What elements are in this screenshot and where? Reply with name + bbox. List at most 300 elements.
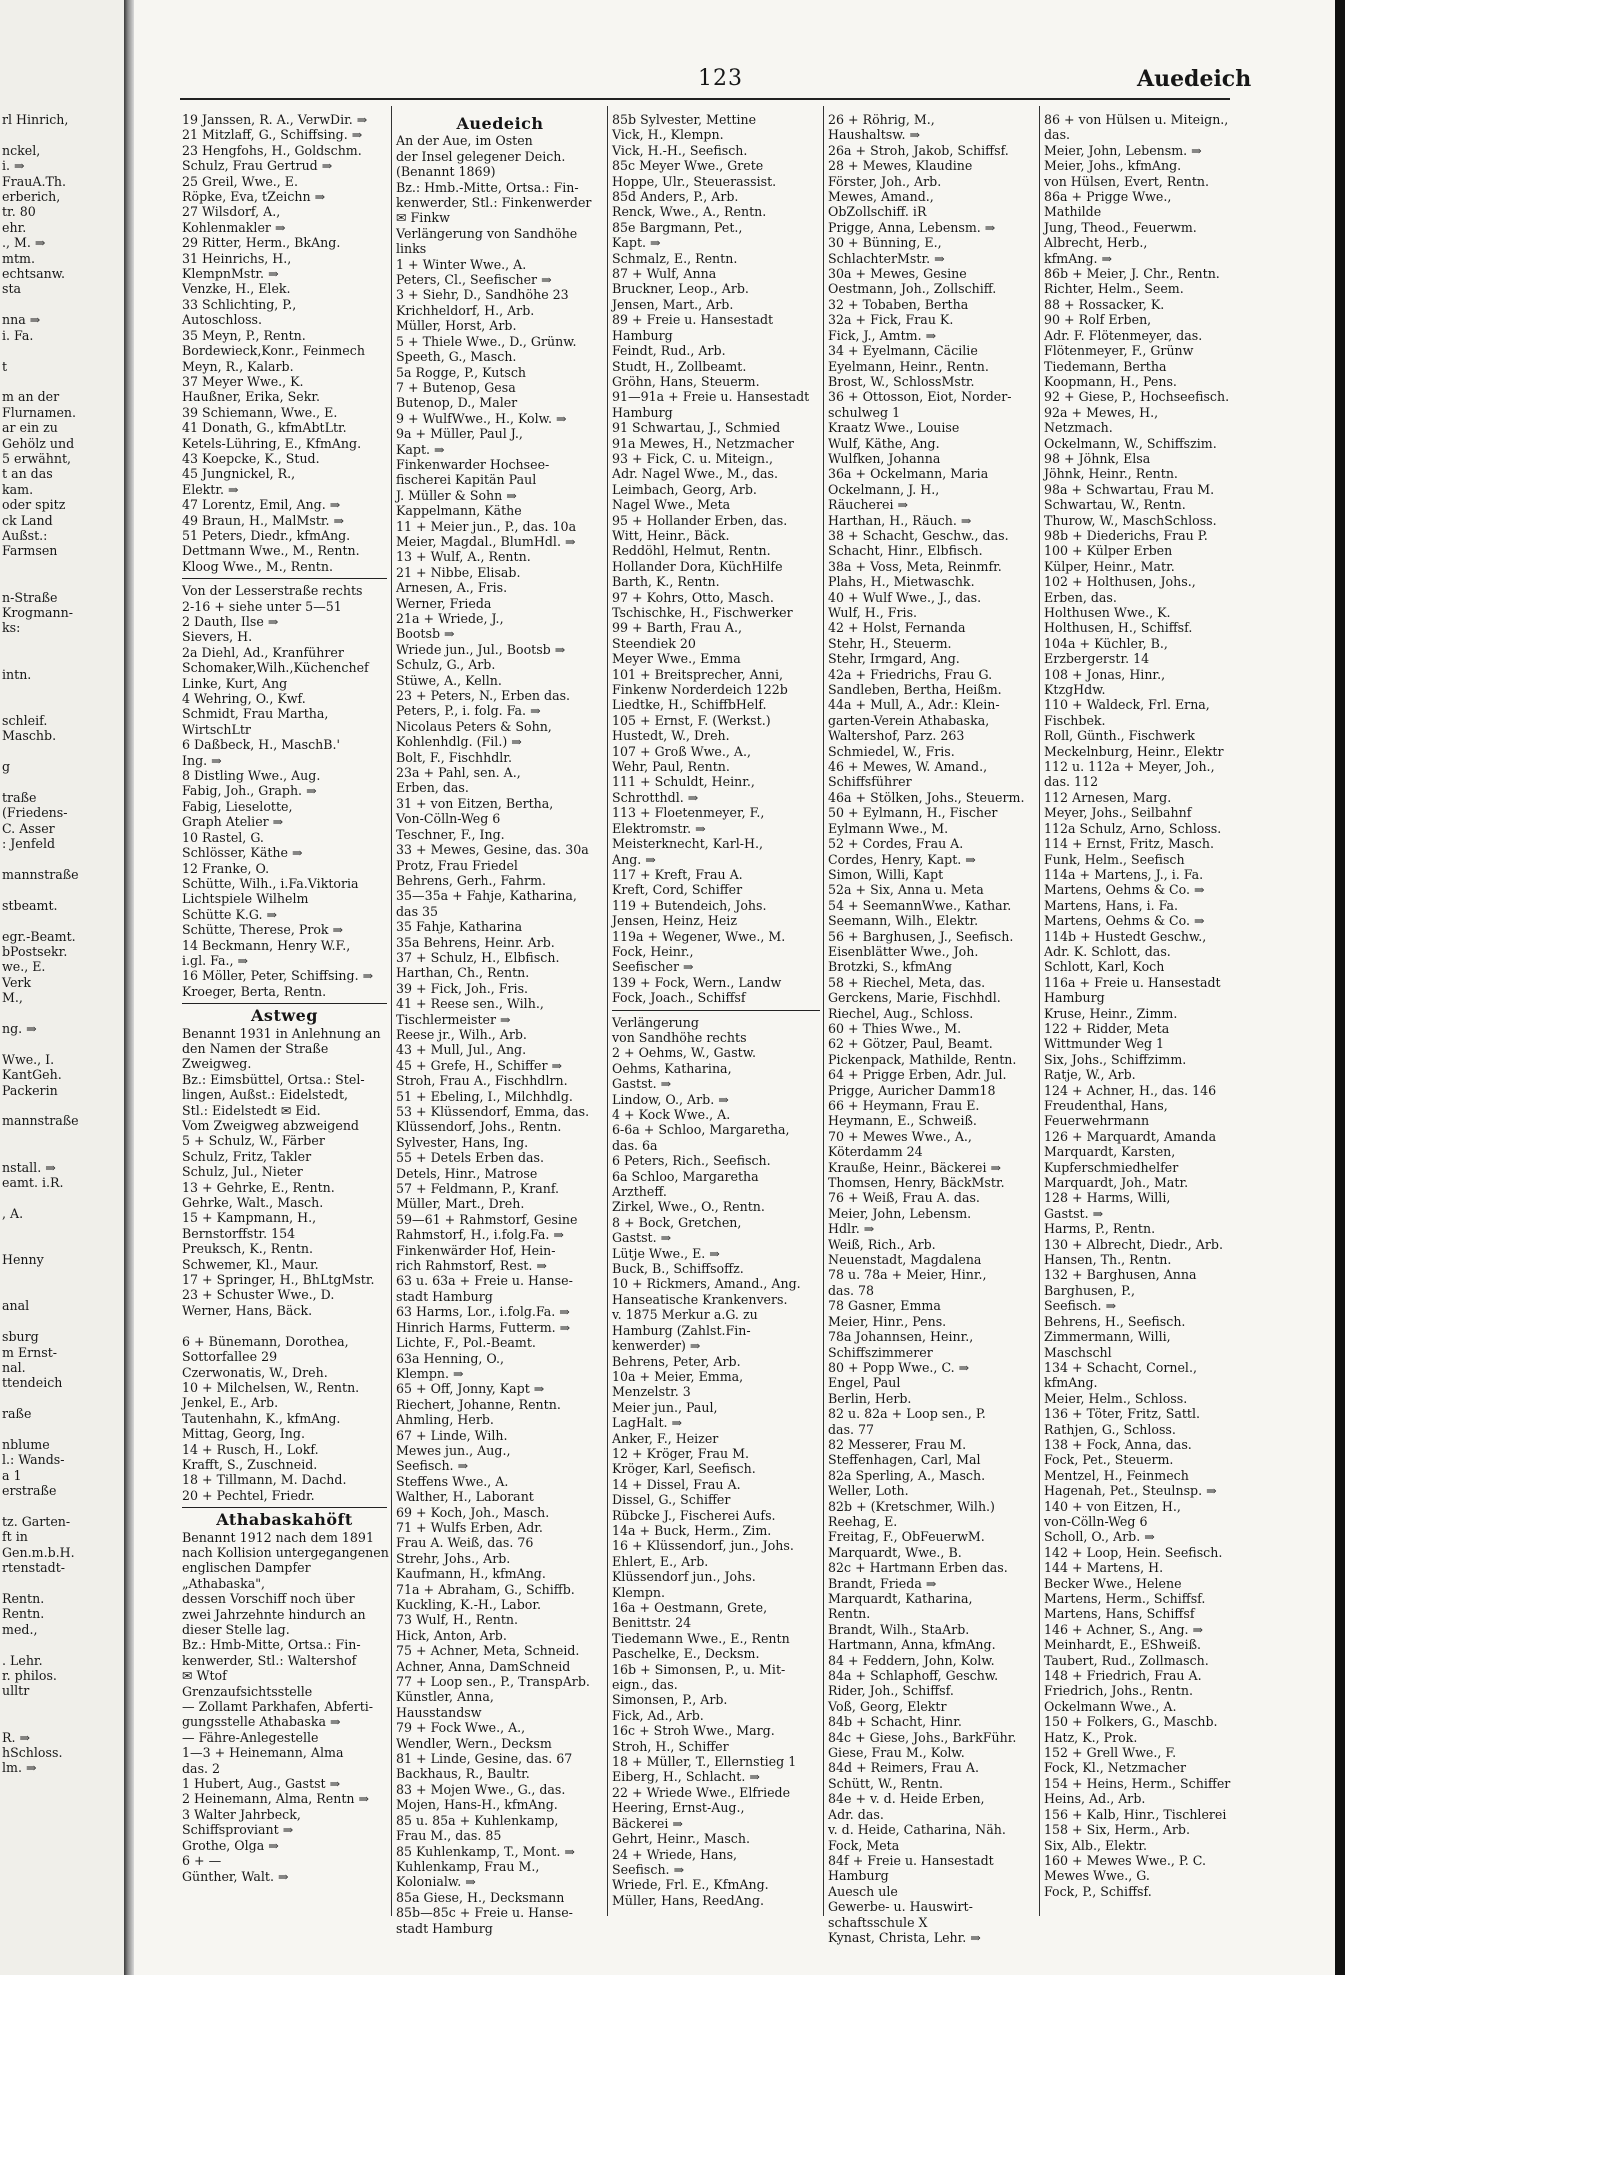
directory-entry: Hick, Anton, Arb. [396,1627,507,1643]
directory-entry: Schulz, Jul., Nieter [182,1164,303,1180]
directory-entry: 12 + Kröger, Frau M. [612,1445,750,1461]
directory-entry: 10 + Rickmers, Amand., Ang. [612,1276,801,1292]
fragment-line [2,1144,79,1159]
directory-entry: Vick, H.-H., Seefisch. [612,142,748,158]
directory-entry: 148 + Friedrich, Frau A. [1044,1668,1202,1684]
fragment-line: 5 erwähnt, [2,450,72,466]
directory-entry: 22 + Wriede Wwe., Elfriede [612,1784,791,1800]
directory-entry: den Namen der Straße [182,1040,329,1056]
directory-entry: Flötenmeyer, F., Grünw [1044,343,1194,359]
directory-entry: Schomaker,Wilh.,Küchenchef [182,660,369,676]
directory-entry: 84f + Freie u. Hansestadt [828,1852,994,1868]
directory-entry: Protz, Frau Friedel [396,857,518,873]
directory-entry: 59—61 + Rahmstorf, Gesine [396,1211,578,1227]
fragment-line: ar ein zu [2,420,58,436]
directory-entry: Hamburg [612,327,673,343]
directory-entry: Fock, Heinr., [612,943,694,959]
directory-entry: Strehr, Johs., Arb. [396,1550,511,1566]
fragment-line [2,1391,79,1406]
directory-entry: 84c + Giese, Johs., BarkFühr. [828,1729,1017,1745]
directory-entry: Richter, Helm., Seem. [1044,281,1184,297]
directory-entry: 85d Anders, P., Arb. [612,189,739,205]
directory-entry: Six, Alb., Elektr. [1044,1837,1147,1853]
directory-entry: 27 Wilsdorf, A., [182,204,281,220]
directory-entry: 67 + Linde, Wilh. [396,1427,508,1443]
column-separator [607,106,608,1916]
fragment-line [2,651,79,666]
directory-entry: 130 + Albrecht, Diedr., Arb. [1044,1236,1223,1252]
directory-entry: Heins, Ad., Arb. [1044,1791,1146,1807]
directory-entry: Simonsen, P., Arb. [612,1692,728,1708]
directory-entry: Graph Atelier ⇒ [182,814,284,830]
fragment-line: rl Hinrich, [2,112,69,127]
directory-entry: 158 + Six, Herm., Arb. [1044,1822,1190,1838]
directory-entry: 23 + Peters, N., Erben das. [396,688,571,704]
fragment-line [2,852,79,867]
directory-entry: Detels, Hinr., Matrose [396,1165,538,1181]
fragment-line: tr. 80 [2,204,36,220]
directory-entry: Kreft, Cord, Schiffer [612,882,743,898]
directory-entry: Mittag, Georg, Ing. [182,1426,305,1442]
directory-entry: Kynast, Christa, Lehr. ⇒ [828,1929,981,1945]
directory-entry: Sievers, H. [182,629,253,645]
fragment-line: med., [2,1621,38,1637]
directory-entry: 117 + Kreft, Frau A. [612,866,743,882]
directory-entry: 150 + Folkers, G., Maschb. [1044,1714,1218,1730]
directory-entry: Schlösser, Käthe ⇒ [182,845,303,861]
directory-entry: Meyer, Johs., Seilbahnf [1044,805,1192,821]
directory-entry: 75 + Achner, Meta, Schneid. [396,1643,580,1659]
directory-entry: von Sandhöhe rechts [612,1029,747,1045]
directory-entry: Schlott, Karl, Koch [1044,959,1165,975]
directory-entry: 1 + Winter Wwe., A. [396,256,527,272]
directory-entry: 136 + Töter, Fritz, Sattl. [1044,1406,1201,1422]
directory-entry: Walther, H., Laborant [396,1489,534,1505]
directory-entry: Studt, H., Zollbeamt. [612,358,747,374]
directory-entry: rich Rahmstorf, Rest. ⇒ [396,1258,547,1274]
directory-entry: ObZollschiff. iR [828,204,927,220]
directory-entry: 86 + von Hülsen u. Miteign., [1044,112,1229,127]
directory-entry: Krichheldorf, H., Arb. [396,302,535,318]
directory-entry: Arztheff. [612,1184,667,1200]
directory-entry: Prigge, Anna, Lebensm. ⇒ [828,219,996,235]
fragment-line [2,1190,79,1205]
directory-entry: 6a Schloo, Margaretha [612,1168,759,1184]
directory-entry: 41 Donath, G., kfmAbtLtr. [182,420,347,436]
directory-entry: 82 u. 82a + Loop sen., P. [828,1406,986,1422]
directory-entry: Fischbek. [1044,712,1106,728]
directory-entry: 55 + Detels Erben das. [396,1150,545,1166]
directory-entry: — Fähre-Anlegestelle [182,1729,319,1745]
directory-entry: Liedtke, H., SchiffbHelf. [612,697,767,713]
directory-entry: Wulfken, Johanna [828,450,941,466]
fragment-line: Gehölz und [2,435,75,451]
directory-entry: Zweigweg. [182,1056,252,1072]
fragment-line: m Ernst- [2,1344,58,1360]
directory-entry: 43 Koepcke, K., Stud. [182,450,320,466]
directory-entry: Voß, Georg, Elektr [828,1698,947,1714]
directory-entry: Nicolaus Peters & Sohn, [396,718,552,734]
directory-entry: 21a + Wriede, J., [396,611,504,626]
directory-entry: Netzmach. [1044,420,1113,436]
directory-entry: Klüssendorf, Johs., Rentn. [396,1119,562,1135]
directory-entry: 112 u. 112a + Meyer, Joh., [1044,759,1215,775]
directory-entry: 62 + Götzer, Paul, Beamt. [828,1036,993,1052]
directory-entry: 42 + Holst, Fernanda [828,620,966,636]
fragment-line: egr.-Beamt. [2,928,76,944]
directory-entry: Rentn. [828,1606,871,1622]
directory-entry: KlempnMstr. ⇒ [182,266,279,282]
directory-entry: Barghusen, P., [1044,1282,1136,1298]
directory-entry: 111 + Schuldt, Heinr., [612,774,755,790]
directory-entry: 85 Kuhlenkamp, T., Mont. ⇒ [396,1843,575,1859]
directory-entry: 37 + Schulz, H., Elbfisch. [396,949,560,965]
directory-entry: 8 + Bock, Gretchen, [612,1214,742,1230]
directory-entry: 12 Franke, O. [182,860,270,876]
directory-entry: 30 + Bünning, E., [828,235,942,251]
directory-entry: 35—35a + Fahje, Katharina, [396,888,577,904]
directory-entry: Fick, Ad., Arb. [612,1707,704,1723]
directory-entry: Eylmann Wwe., M. [828,820,949,836]
directory-entry: Fock, Pet., Steuerm. [1044,1452,1174,1468]
directory-entry: Schütte K.G. ⇒ [182,906,278,922]
directory-entry: Kohlenhdlg. (Fil.) ⇒ [396,734,522,750]
fragment-line: we., E. [2,959,46,975]
directory-entry: Reehag, E. [828,1513,898,1529]
directory-entry: Bordewieck,Konr., Feinmech [182,343,365,359]
directory-entry: Dettmann Wwe., M., Rentn. [182,543,360,559]
fragment-line: bPostsekr. [2,943,68,959]
fragment-line [2,774,79,789]
directory-entry: Achner, Anna, DamSchneid [396,1658,571,1674]
directory-entry: Schütte, Therese, Prok ⇒ [182,922,344,938]
directory-entry: Funk, Helm., Seefisch [1044,851,1185,867]
directory-entry: Nagel Wwe., Meta [612,497,731,513]
running-head: Auedeich [1137,66,1252,92]
directory-entry: Freitag, F., ObFeuerwM. [828,1529,985,1545]
fragment-line [2,1422,79,1437]
fragment-line: C. Asser [2,820,55,836]
directory-entry: 105 + Ernst, F. (Werkst.) [612,712,771,728]
directory-entry: 17 + Springer, H., BhLtgMstr. [182,1272,375,1288]
fragment-line: t an das [2,466,53,482]
fragment-line: Flurnamen. [2,404,77,420]
directory-column-5 [1044,112,1244,1932]
directory-entry: Hdlr. ⇒ [828,1221,875,1237]
directory-entry: Schütte, Wilh., i.Fa.Viktoria [182,875,359,891]
directory-entry: 36 + Ottosson, Eiot, Norder- [828,389,1012,405]
directory-entry: Mentzel, H., Feinmech [1044,1467,1189,1483]
directory-entry: 63 Harms, Lor., i.folg.Fa. ⇒ [396,1304,570,1320]
directory-entry: 15 + Kampmann, H., [182,1210,317,1226]
directory-entry: Ahmling, Herb. [396,1412,494,1428]
directory-entry: Marquardt, Karsten, [1044,1144,1176,1160]
directory-entry: Maschschl [1044,1344,1112,1360]
directory-entry: Brandt, Wilh., StaArb. [828,1621,970,1637]
directory-entry: zwei Jahrzehnte hindurch an [182,1606,366,1622]
directory-entry: Brotzki, S., kfmAng [828,959,952,975]
directory-entry: 52a + Six, Anna u. Meta [828,882,984,898]
directory-entry: Speeth, G., Masch. [396,349,517,365]
directory-entry: Hamburg [612,404,673,420]
directory-entry: 65 + Off, Jonny, Kapt ⇒ [396,1381,545,1397]
directory-entry: 85 u. 85a + Kuhlenkamp, [396,1812,559,1828]
directory-entry: 119a + Wegener, Wwe., M. [612,928,786,944]
fragment-line [2,1098,79,1113]
directory-entry: Müller, Hans, ReedAng. [612,1892,764,1908]
directory-entry: Kappelmann, Käthe [396,503,522,519]
directory-entry: 4 Wehring, O., Kwf. [182,691,306,707]
directory-entry: Klempn. ⇒ [396,1365,464,1381]
directory-column-1 [182,112,387,1932]
directory-entry: 79 + Fock Wwe., A., [396,1720,526,1736]
directory-entry: das 35 [396,903,439,919]
directory-entry: 23 Hengfohs, H., Goldschm. [182,142,362,158]
directory-entry: Hinrich Harms, Futterm. ⇒ [396,1319,571,1335]
directory-entry: Gerckens, Marie, Fischhdl. [828,990,1001,1006]
directory-entry: 71 + Wulfs Erben, Adr. [396,1519,543,1535]
fragment-line [2,1006,79,1021]
fragment-line: kam. [2,481,34,497]
directory-entry: 82 Messerer, Frau M. [828,1436,967,1452]
directory-entry: 2-16 + siehe unter 5—51 [182,598,342,614]
directory-entry: Bäckerei ⇒ [612,1815,683,1831]
fragment-line [2,697,79,712]
directory-entry: 16a + Oestmann, Grete, [612,1600,768,1615]
fragment-line: l.: Wands- [2,1452,65,1468]
directory-entry: Weller, Loth. [828,1483,909,1499]
fragment-line [2,343,79,358]
directory-entry: 14a + Buck, Herm., Zim. [612,1522,772,1538]
street-heading: Athabaskahöft [216,1510,353,1530]
directory-entry: 92 + Giese, P., Hochseefisch. [1044,389,1230,405]
directory-entry: Lichtspiele Wilhelm [182,891,309,907]
directory-entry: von-Cölln-Weg 6 [1044,1513,1148,1529]
fragment-line [2,913,79,928]
directory-entry: 24 + Wriede, Hans, [612,1846,738,1862]
fragment-line: a 1 [2,1467,22,1483]
directory-entry: 83 + Mojen Wwe., G., das. [396,1781,566,1797]
column-separator [391,106,392,1916]
directory-entry: 134 + Schacht, Cornel., [1044,1359,1197,1375]
fragment-line: mtm. [2,250,35,266]
directory-entry: 47 Lorentz, Emil, Ang. ⇒ [182,497,341,513]
directory-entry: Paschelke, E., Decksm. [612,1646,760,1662]
directory-entry: Ing. ⇒ [182,752,222,768]
directory-entry: 87 + Wulf, Anna [612,266,717,282]
directory-entry: Schulz, Fritz, Takler [182,1148,312,1164]
directory-entry: Scholl, O., Arb. ⇒ [1044,1529,1155,1545]
directory-entry: Fock, Joach., Schiffsf [612,990,746,1006]
directory-entry: 1 Hubert, Aug., Gastst ⇒ [182,1776,341,1792]
directory-entry: 2 + Oehms, W., Gastw. [612,1045,757,1061]
directory-entry: Barth, K., Rentn. [612,574,720,590]
directory-entry: 58 + Riechel, Meta, das. [828,974,986,990]
directory-entry: Hoppe, Ulr., Steuerassist. [612,173,777,189]
directory-entry: 101 + Breitsprecher, Anni, [612,666,784,682]
directory-entry: Schacht, Hinr., Elbfisch. [828,543,983,559]
directory-entry: Sottorfallee 29 [182,1349,278,1365]
directory-entry: Six, Johs., Schiffzimm. [1044,1051,1187,1067]
directory-entry: 76 + Weiß, Frau A. das. [828,1190,980,1206]
fragment-line: intn. [2,666,32,682]
column-separator [823,106,824,1916]
directory-entry: Frau A. Weiß, das. 76 [396,1535,534,1551]
directory-entry: 84b + Schacht, Hinr. [828,1714,962,1730]
directory-entry: 85c Meyer Wwe., Grete [612,158,764,174]
directory-entry: stadt Hamburg [396,1920,493,1936]
directory-entry: Gewerbe- u. Hauswirt- [828,1899,973,1915]
directory-entry: 152 + Grell Wwe., F. [1044,1745,1177,1761]
directory-entry: 1—3 + Heinemann, Alma [182,1745,344,1761]
directory-entry: 71a + Abraham, G., Schiffb. [396,1581,575,1597]
directory-entry: 78 Gasner, Emma [828,1298,941,1314]
directory-entry: Förster, Joh., Arb. [828,173,942,189]
directory-entry: 88 + Rossacker, K. [1044,296,1165,312]
directory-entry: fischerei Kapitän Paul [396,472,537,488]
book-gutter [124,0,134,1975]
directory-entry: 82c + Hartmann Erben das. [828,1560,1008,1576]
directory-entry: 23a + Pahl, sen. A., [396,765,521,781]
directory-entry: 38 + Schacht, Geschw., das. [828,527,1009,543]
fragment-line [2,1036,79,1051]
directory-entry: Elektr. ⇒ [182,481,239,497]
fragment-line: ehr. [2,219,27,235]
directory-entry: Kuhlenkamp, Frau M., [396,1858,540,1874]
directory-entry: Freudenthal, Hans, [1044,1098,1168,1113]
directory-entry: 44a + Mull, A., Adr.: Klein- [828,697,1000,713]
directory-entry: stadt Hamburg [396,1288,493,1304]
directory-entry: Sylvester, Hans, Ing. [396,1134,529,1150]
fragment-line: n-Straße [2,589,58,605]
previous-page-fragments [2,112,79,1776]
directory-entry: englischen Dampfer [182,1560,311,1576]
directory-entry: Seefisch. ⇒ [612,1861,685,1877]
directory-entry: Thomsen, Henry, BäckMstr. [828,1175,1005,1191]
directory-entry: 56 + Barghusen, J., Seefisch. [828,928,1014,944]
directory-entry: das. 112 [1044,774,1099,790]
directory-entry: Ang. ⇒ [612,851,656,867]
directory-entry: 126 + Marquardt, Amanda [1044,1128,1217,1144]
directory-entry: Köterdamm 24 [828,1144,923,1160]
directory-entry: Koopmann, H., Pens. [1044,373,1177,389]
directory-entry: Teschner, F., Ing. [396,826,505,842]
directory-entry: kfmAng. ⇒ [1044,250,1113,266]
directory-entry: Fabig, Lieselotte, [182,798,293,814]
directory-entry: Gröhn, Hans, Steuerm. [612,373,760,389]
directory-entry: Gehrke, Walt., Masch. [182,1195,324,1211]
directory-entry: 23 + Schuster Wwe., D. [182,1287,335,1303]
directory-entry: Ockelmann Wwe., A. [1044,1698,1177,1714]
directory-entry: 85b Sylvester, Mettine [612,112,757,127]
directory-entry: Riechert, Johanne, Rentn. [396,1396,561,1412]
directory-entry: Fick, J., Amtm. ⇒ [828,327,937,343]
directory-entry: Haushaltsw. ⇒ [828,127,921,143]
directory-entry: Ketels-Lühring, E., KfmAng. [182,435,362,451]
directory-entry: 5 + Schulz, W., Färber [182,1133,325,1149]
directory-entry: Wulf, Käthe, Ang. [828,435,940,451]
directory-entry: 14 + Rusch, H., Lokf. [182,1441,319,1457]
directory-entry: 98b + Diederichs, Frau P. [1044,527,1208,543]
directory-entry: Holthusen, H., Schiffsf. [1044,620,1193,636]
directory-entry: Adr. F. Flötenmeyer, das. [1044,327,1203,343]
fragment-line: . Lehr. [2,1652,43,1668]
directory-entry: 35 Meyn, P., Rentn. [182,327,306,343]
directory-entry: Benittstr. 24 [612,1615,692,1631]
directory-entry: 46a + Stölken, Johs., Steuerm. [828,789,1025,805]
directory-entry: 86a + Prigge Wwe., [1044,189,1172,205]
directory-entry: Prigge, Auricher Damm18 [828,1082,996,1098]
directory-entry: LagHalt. ⇒ [612,1415,683,1431]
directory-entry: 5a Rogge, P., Kutsch [396,364,527,380]
directory-entry: 91 Schwartau, J., Schmied [612,420,781,436]
directory-entry: Lütje Wwe., E. ⇒ [612,1245,720,1261]
directory-entry: Schmalz, E., Rentn. [612,250,738,266]
fragment-line: M., [2,990,23,1006]
directory-entry: Adr. das. [828,1806,884,1822]
directory-entry: Engel, Paul [828,1375,901,1391]
directory-entry: Meier, Johs., kfmAng. [1044,158,1182,174]
directory-entry: 50 + Eylmann, H., Fischer [828,805,998,821]
directory-entry: Vick, H., Klempn. [612,127,724,143]
page-number: 123 [698,66,743,91]
directory-entry: Hamburg (Zahlst.Fin- [612,1322,751,1338]
directory-entry: Peters, Cl., Seefischer ⇒ [396,272,552,288]
directory-entry: 34 + Eyelmann, Cäcilie [828,343,978,359]
directory-entry: 82a Sperling, A., Masch. [828,1467,986,1483]
directory-entry: Adr. Nagel Wwe., M., das. [612,466,778,482]
directory-entry: An der Aue, im Osten [396,133,533,149]
directory-entry: Meisterknecht, Karl-H., [612,836,764,852]
directory-entry: Finkenwarder Hochsee- [396,456,550,472]
directory-entry: 98a + Schwartau, Frau M. [1044,481,1215,497]
directory-entry: kenwerder) ⇒ [612,1338,701,1354]
directory-entry: das. 2 [182,1760,221,1776]
directory-entry: Cordes, Henry, Kapt. ⇒ [828,851,976,867]
directory-entry: Bruckner, Leop., Arb. [612,281,749,297]
street-heading: Auedeich [456,114,544,133]
directory-entry: Ratje, W., Arb. [1044,1067,1136,1083]
directory-entry: Räucherei ⇒ [828,497,909,513]
directory-entry: Jensen, Mart., Arb. [612,296,734,312]
directory-entry: 2 Dauth, Ilse ⇒ [182,614,279,629]
directory-entry: 26 + Röhrig, M., [828,112,935,127]
directory-entry: Friedrich, Johs., Rentn. [1044,1683,1193,1699]
fragment-line: Außst.: [2,527,48,543]
directory-entry: Hagenah, Pet., Steulnsp. ⇒ [1044,1483,1217,1499]
fragment-line: Maschb. [2,728,57,744]
directory-entry: Oehms, Katharina, [612,1060,732,1076]
directory-entry: 112 Arnesen, Marg. [1044,789,1172,805]
directory-entry: 8 Distling Wwe., Aug. [182,768,321,784]
directory-entry: Kraatz Wwe., Louise [828,420,960,436]
directory-entry: 63a Henning, O., [396,1350,504,1366]
directory-entry: 10 + Milchelsen, W., Rentn. [182,1379,360,1395]
directory-entry: 14 Beckmann, Henry W.F., [182,937,351,953]
directory-entry: 16 + Klüssendorf, jun., Johs. [612,1538,794,1554]
fragment-line: Wwe., I. [2,1051,55,1067]
directory-entry: Jöhnk, Heinr., Rentn. [1044,466,1178,482]
directory-entry: Eiberg, H., Schlacht. ⇒ [612,1769,760,1785]
directory-entry: 19 Janssen, R. A., VerwDir. ⇒ [182,112,368,127]
directory-entry: 119 + Butendeich, Johs. [612,897,767,913]
directory-entry: Martens, Oehms & Co. ⇒ [1044,882,1205,898]
directory-entry: 45 Jungnickel, R., [182,466,296,482]
directory-entry: Heering, Ernst-Aug., [612,1800,745,1816]
directory-entry: Frau M., das. 85 [396,1828,502,1844]
directory-entry: 28 + Mewes, Klaudine [828,158,973,174]
section-rule [182,1507,387,1508]
